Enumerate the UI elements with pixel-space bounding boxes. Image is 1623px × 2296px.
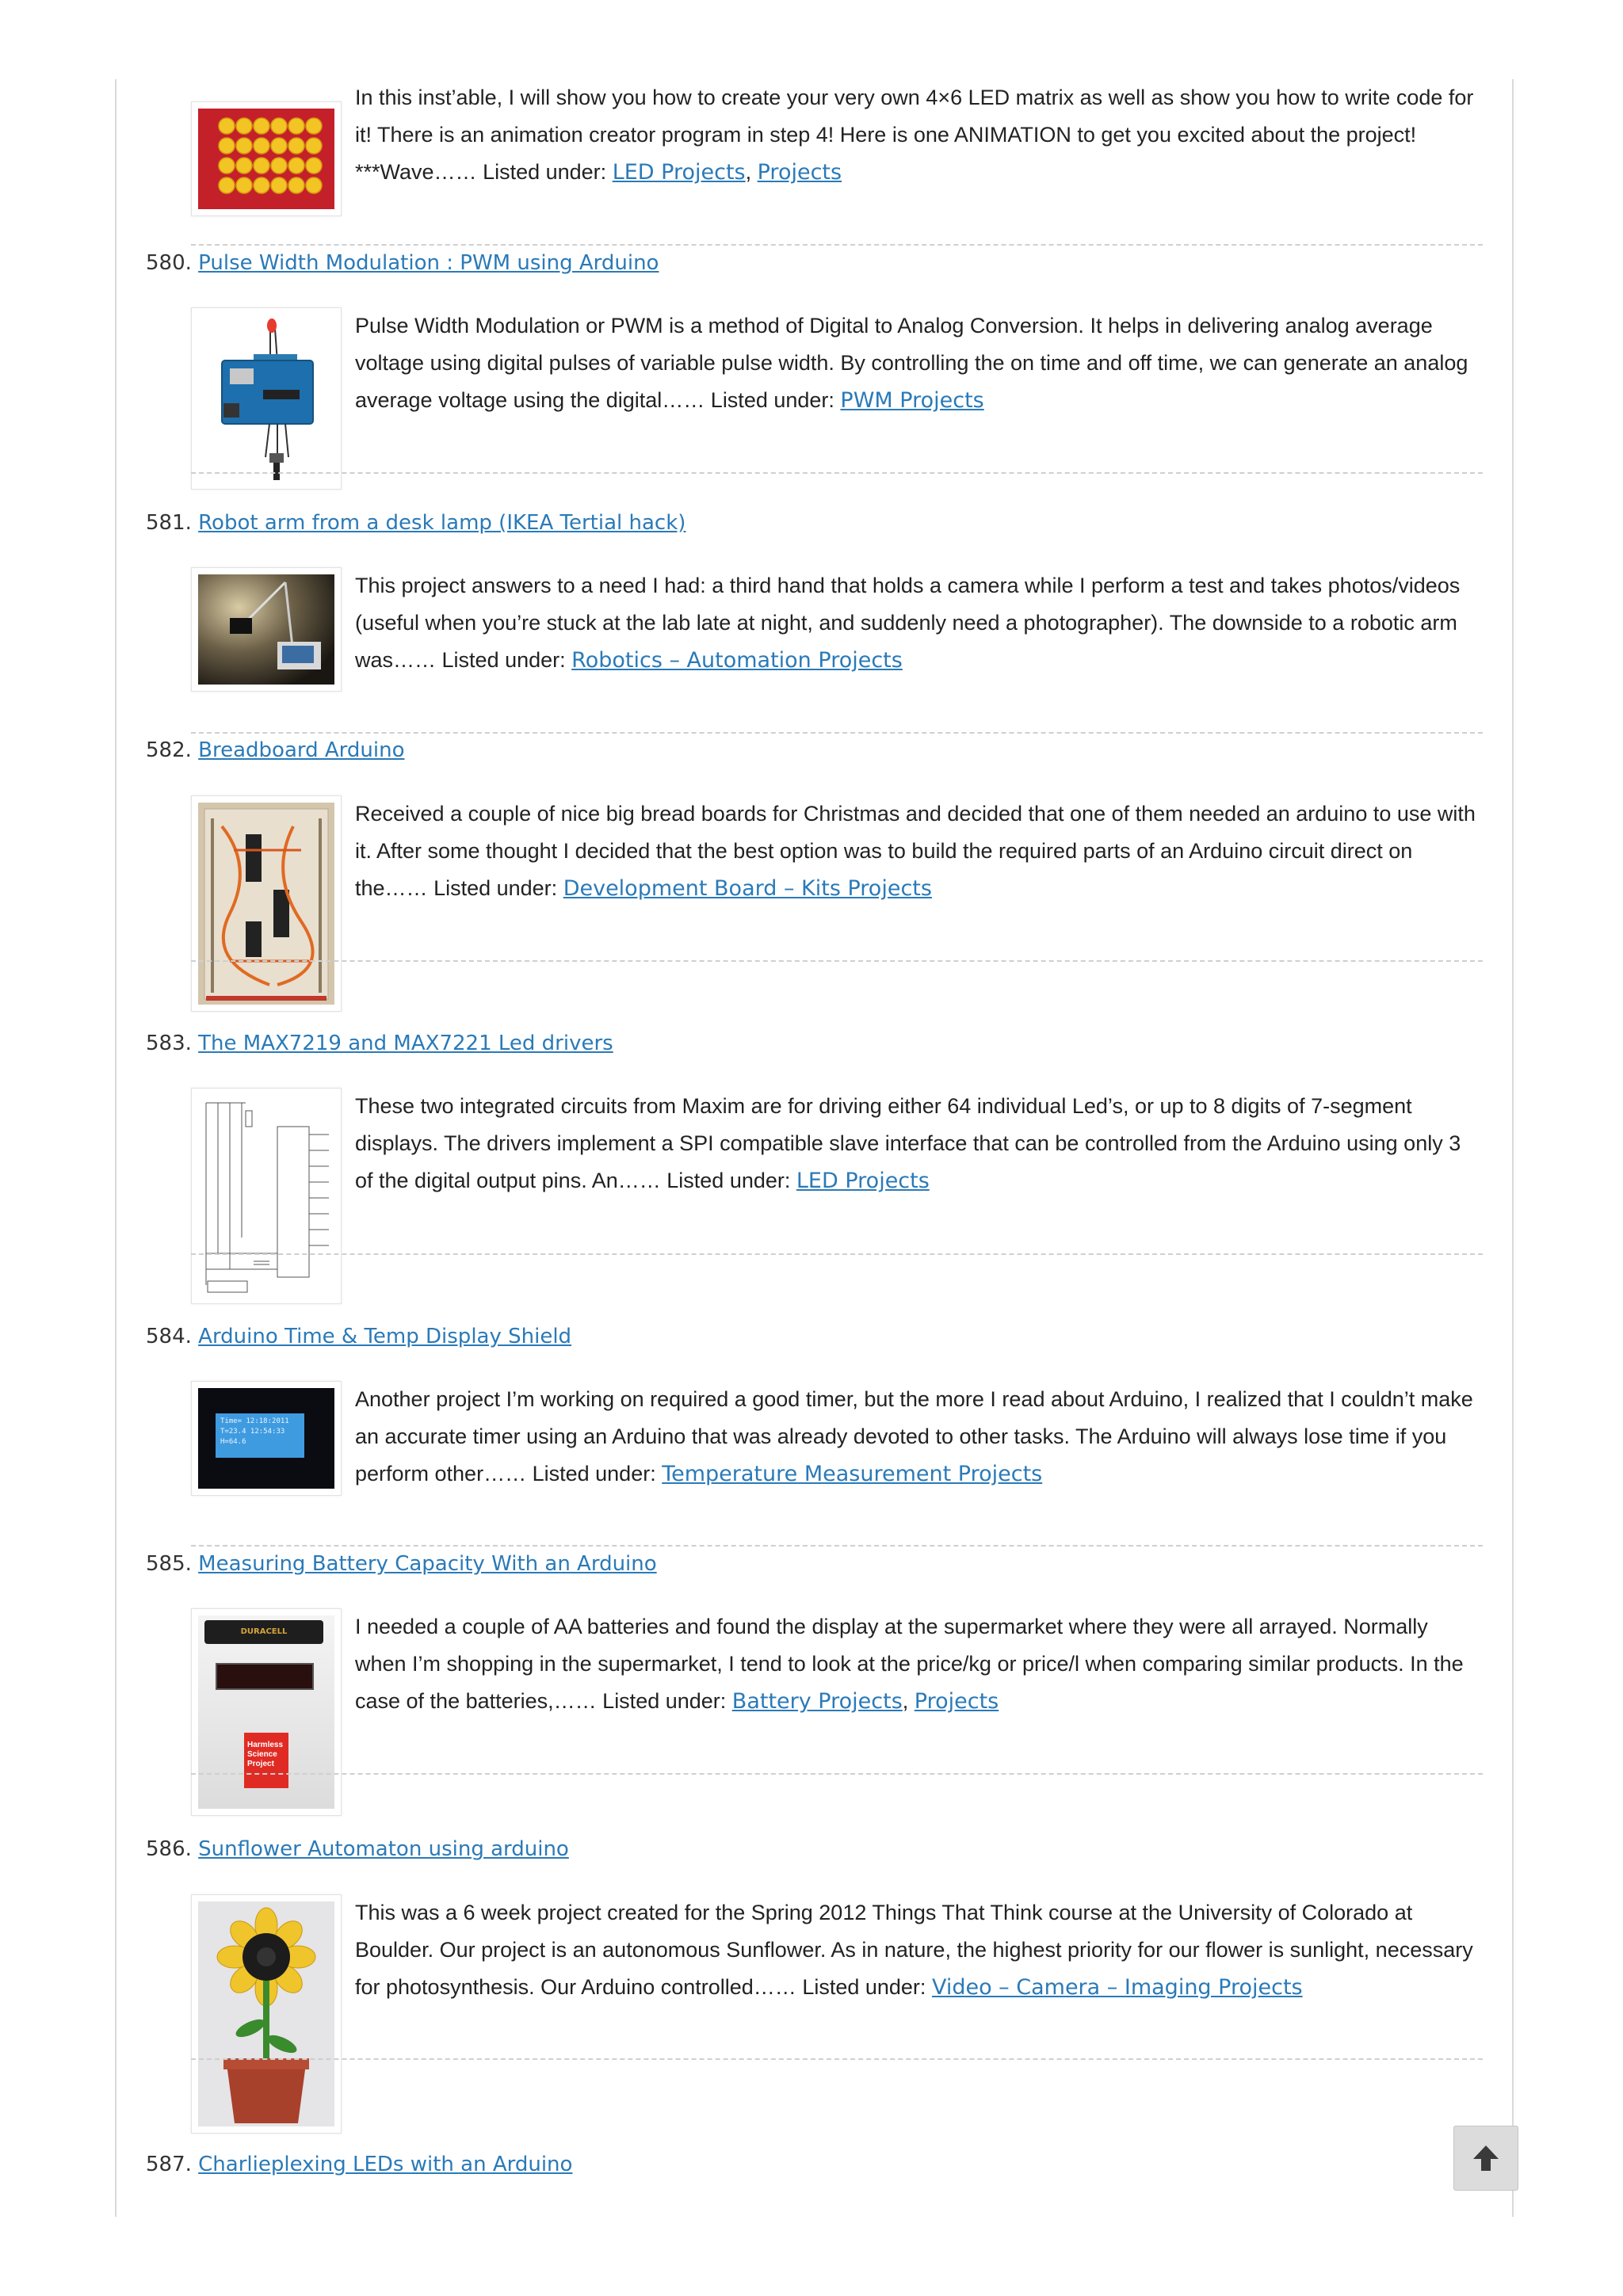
item-description: Received a couple of nice big bread boards for Christmas and decided that one of them needed an arduino to use with it. After some thought I decided that the best option was to build the required parts of an Arduino circuit direct on the…… Listed under: Development Board – Kits Projects [355, 802, 1476, 901]
category-link[interactable]: Video – Camera – Imaging Projects [931, 1975, 1303, 2000]
item-title-row [146, 250, 659, 277]
item-title-row [146, 1323, 571, 1350]
category-link[interactable]: Development Board – Kits Projects [563, 876, 932, 901]
item-title-link[interactable]: Measuring Battery Capacity With an Arduino [198, 1552, 657, 1576]
category-link[interactable]: LED Projects [612, 160, 746, 185]
category-link[interactable]: PWM Projects [840, 388, 984, 413]
item-number: 585. [146, 1552, 192, 1576]
item-number: 586. [146, 1837, 192, 1861]
item-description: I needed a couple of AA batteries and found the display at the supermarket where they were all arrayed. Normally when I’m shopping in the supermarket, I tend to look at the price/kg or price/l when comparing similar products. In the case of the batteries,…… Listed under: Battery Projects, Projects [355, 1615, 1464, 1714]
item-separator [191, 244, 1483, 246]
robot-arm-image [198, 574, 334, 685]
category-link[interactable]: Projects [757, 160, 842, 185]
item-number: 581. [146, 511, 192, 535]
item-title-link[interactable]: Charlieplexing LEDs with an Arduino [198, 2153, 573, 2176]
item-title-row [146, 1550, 657, 1577]
item-number: 584. [146, 1325, 192, 1348]
item-separator [191, 2058, 1483, 2060]
item-description: This was a 6 week project created for the Spring 2012 Things That Think course at the University of Colorado at Boulder. Our project is an autonomous Sunflower. As in nature, the highest priority for our flower is sunlight, necessary for photosynthesis. Our Arduino controlled…… Listed under: Video – Camera – Imaging Projects [355, 1901, 1473, 2000]
item-title-link[interactable]: The MAX7219 and MAX7221 Led drivers [198, 1032, 613, 1055]
item-title-row [146, 509, 685, 536]
category-link[interactable]: Robotics – Automation Projects [571, 648, 903, 673]
thumbnail-battery[interactable] [191, 1608, 342, 1816]
item-title-row [146, 2151, 572, 2178]
item-description: Pulse Width Modulation or PWM is a method of Digital to Analog Conversion. It helps in delivering analog average voltage using digital pulses of variable pulse width. By controlling the on time and off time, we can generate an analog average voltage using the digital…… Listed under: PWM Projects [355, 314, 1468, 413]
thumbnail-breadboard[interactable] [191, 795, 342, 1012]
item-number: 583. [146, 1032, 192, 1055]
item-description: This project answers to a need I had: a third hand that holds a camera while I perform a test and takes photos/videos (useful when you’re stuck at the lab late at night, and suddenly need a photographer). The downside to a robotic arm was…… Listed under: Robotics – Automation Projects [355, 574, 1461, 673]
battery-device-image: DURACELL Harmless Science Project [198, 1615, 334, 1809]
scroll-to-top-button[interactable] [1453, 2126, 1518, 2191]
item-number: 580. [146, 251, 192, 275]
item-title-row [146, 737, 405, 764]
item-title-link[interactable]: Pulse Width Modulation : PWM using Arduino [198, 251, 659, 275]
item-separator [191, 1773, 1483, 1775]
sunflower-image [198, 1901, 334, 2126]
item-separator [191, 960, 1483, 962]
item-separator [191, 1253, 1483, 1255]
item-title-link[interactable]: Breadboard Arduino [198, 738, 405, 762]
thumbnail-led-matrix[interactable] [191, 101, 342, 216]
led-matrix-image [198, 109, 334, 209]
thumbnail-pwm[interactable] [191, 307, 342, 490]
item-separator [191, 732, 1483, 734]
category-link[interactable]: Projects [914, 1689, 999, 1714]
item-title-row [146, 1030, 613, 1057]
item-description: Another project I’m working on required a good timer, but the more I read about Arduino, I realized that I couldn’t make an accurate timer using an Arduino that was already devoted to other tasks. The Arduino will always lose time if you perform other…… Listed under: Temperature Measurement Projects [355, 1387, 1473, 1486]
item-separator [191, 472, 1483, 474]
thumbnail-time-temp[interactable] [191, 1381, 342, 1496]
schematic-image [198, 1095, 334, 1297]
arrow-up-icon [1470, 2142, 1502, 2174]
thumbnail-sunflower[interactable] [191, 1894, 342, 2134]
item-title-link[interactable]: Sunflower Automaton using arduino [198, 1837, 569, 1861]
breadboard-image [198, 803, 334, 1005]
item-description: These two integrated circuits from Maxim are for driving either 64 individual Led’s, or up to 8 digits of 7-segment displays. The drivers implement a SPI compatible slave interface that can be controlled from the Arduino using only 3 of the digital output pins. An…… Listed under: LED Projects [355, 1094, 1461, 1193]
item-number: 587. [146, 2153, 192, 2176]
item-separator [191, 1545, 1483, 1547]
category-link[interactable]: LED Projects [796, 1169, 930, 1193]
item-number: 582. [146, 738, 192, 762]
item-description: In this inst’able, I will show you how to create your very own 4×6 LED matrix as well as show you how to write code for it! There is an animation creator program in step 4! Here is one ANIMATION to get you excited about the project! ***Wave…… Listed under: LED Projects, Projects [355, 86, 1474, 185]
category-link[interactable]: Temperature Measurement Projects [662, 1462, 1043, 1486]
item-title-row [146, 1836, 569, 1863]
item-title-link[interactable]: Arduino Time & Temp Display Shield [198, 1325, 572, 1348]
arduino-pwm-image [198, 315, 334, 482]
item-title-link[interactable]: Robot arm from a desk lamp (IKEA Tertial hack) [198, 511, 686, 535]
thumbnail-max7219[interactable] [191, 1088, 342, 1304]
category-link[interactable]: Battery Projects [731, 1689, 903, 1714]
thumbnail-robot-arm[interactable] [191, 567, 342, 692]
lcd-display: Time= 12:18:2011 T=23.4 12:54:33 H=64.6 [216, 1413, 304, 1458]
